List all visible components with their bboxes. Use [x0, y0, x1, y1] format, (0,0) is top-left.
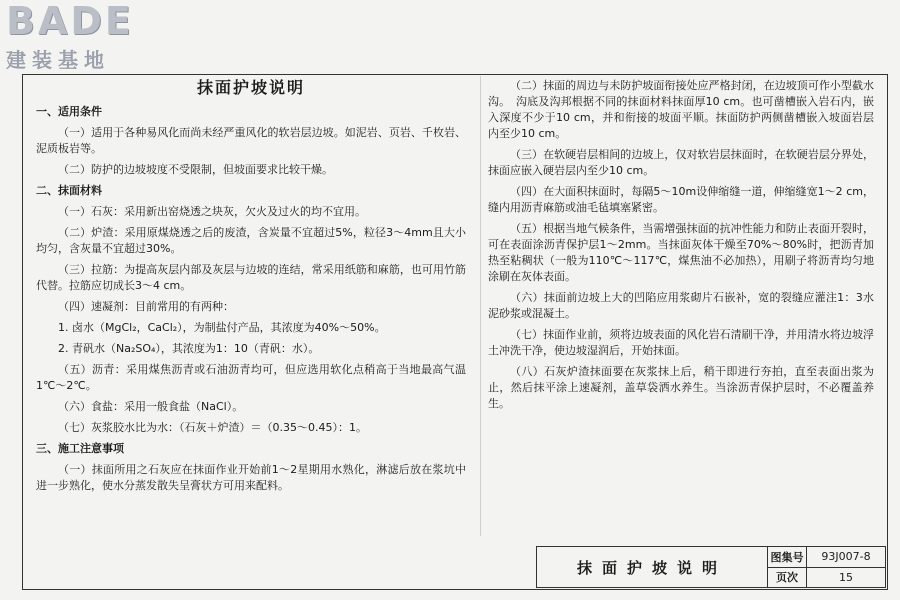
column-divider — [480, 76, 481, 536]
paragraph: （一）适用于各种易风化而尚未经严重风化的软岩层边坡。如泥岩、页岩、千枚岩、泥质板岩等。 — [36, 126, 466, 155]
section-heading: 一、适用条件 — [36, 105, 102, 118]
paragraph: （七）灰浆胶水比为水：（石灰＋炉渣）＝（0.35～0.45）：1。 — [58, 421, 367, 434]
bade-logo — [6, 2, 166, 72]
paragraph: （三）拉筋：为提高灰层内部及灰层与边坡的连结，常采用纸筋和麻筋，也可用竹筋代替。拉筋应切成长3～4 cm。 — [36, 263, 466, 292]
title-block-name: 抹面护坡说明 — [537, 547, 768, 587]
paragraph: 1. 卤水（MgCl₂，CaCl₂），为制盐付产品，其浓度为40%～50%。 — [58, 321, 386, 334]
title-block — [536, 546, 886, 588]
section-heading: 三、施工注意事项 — [36, 442, 124, 455]
atlas-row — [768, 547, 885, 567]
paragraph: （三）在软硬岩层相间的边坡上，仅对软岩层抹面时，在软硬岩层分界处，抹面应嵌入硬岩层内至少10 cm。 — [488, 148, 874, 177]
paragraph: （六）抹面前边坡上大的凹陷应用浆砌片石嵌补，宽的裂缝应灌注1：3水泥砂浆或混凝土。 — [488, 291, 874, 320]
left-column — [36, 78, 466, 499]
paragraph: （五）根据当地气候条件，当需增强抹面的抗冲性能力和防止表面开裂时，可在表面涂沥青保护层1～2mm。当抹面灰体干燥至70%～80%时，把沥青加热至粘稠状（一般为110℃～117℃，煤焦油不必加热），用刷子将沥青均匀地涂刷在灰体表面。 — [488, 222, 874, 283]
atlas-label: 图集号 — [768, 547, 807, 567]
paragraph: （五）沥青：采用煤焦沥青或石油沥青均可，但应选用软化点稍高于当地最高气温1℃～2℃。 — [36, 363, 466, 392]
page-row — [768, 567, 885, 588]
page-label: 页次 — [768, 568, 807, 588]
document-title: 抹面护坡说明 — [196, 78, 305, 97]
paragraph: （四）在大面积抹面时，每隔5～10m设伸缩缝一道，伸缩缝宽1～2 cm，缝内用沥青麻筋或油毛毡填塞紧密。 — [488, 185, 874, 214]
paragraph: （六）食盐：采用一般食盐（NaCl）。 — [58, 400, 244, 413]
atlas-number: 93J007-8 — [821, 550, 871, 564]
section-heading: 二、抹面材料 — [36, 184, 102, 197]
paragraph: （四）速凝剂：目前常用的有两种： — [58, 300, 234, 313]
right-column — [488, 78, 874, 417]
title-block-grid — [768, 547, 885, 587]
paragraph: （二）抹面的周边与未防护坡面衔接处应严格封闭，在边坡顶可作小型截水沟。 沟底及沟邦根据不同的抹面材料抹面厚10 cm。也可凿槽嵌入岩石内，嵌入深度不少于10 cm，并和衔接的坡面平顺。抹面防护两侧凿槽嵌入坡面岩层内至少10 cm。 — [488, 79, 874, 140]
paragraph: （八）石灰炉渣抹面要在灰浆抹上后，稍干即进行夯拍，直至表面出浆为止，然后抹平涂上速凝剂，盖草袋洒水养生。当涂沥青保护层时，不必覆盖养生。 — [488, 365, 874, 410]
paragraph: （一）抹面所用之石灰应在抹面作业开始前1～2星期用水熟化，淋滤后放在浆坑中进一步熟化，使水分蒸发散失呈膏状方可用来配料。 — [36, 463, 466, 492]
logo-brand: BADE — [6, 0, 134, 43]
logo-subtitle: 建装基地 — [6, 48, 110, 72]
paragraph: （二）防护的边坡坡度不受限制，但坡面要求比较干燥。 — [58, 163, 333, 176]
paragraph: （七）抹面作业前，须将边坡表面的风化岩石清刷干净，并用清水将边坡浮土冲洗干净，使边坡湿润后，开始抹面。 — [488, 328, 874, 357]
paragraph: （二）炉渣：采用原煤烧透之后的废渣，含炭量不宜超过5%，粒径3～4mm且大小均匀，含灰量不宜超过30%。 — [36, 226, 466, 255]
paragraph: （一）石灰：采用新出窑烧透之块灰，欠火及过火的均不宜用。 — [58, 205, 366, 218]
page-number: 15 — [839, 570, 853, 584]
paragraph: 2. 青矾水（Na₂SO₄），其浓度为1：10（青矾：水）。 — [58, 342, 320, 355]
